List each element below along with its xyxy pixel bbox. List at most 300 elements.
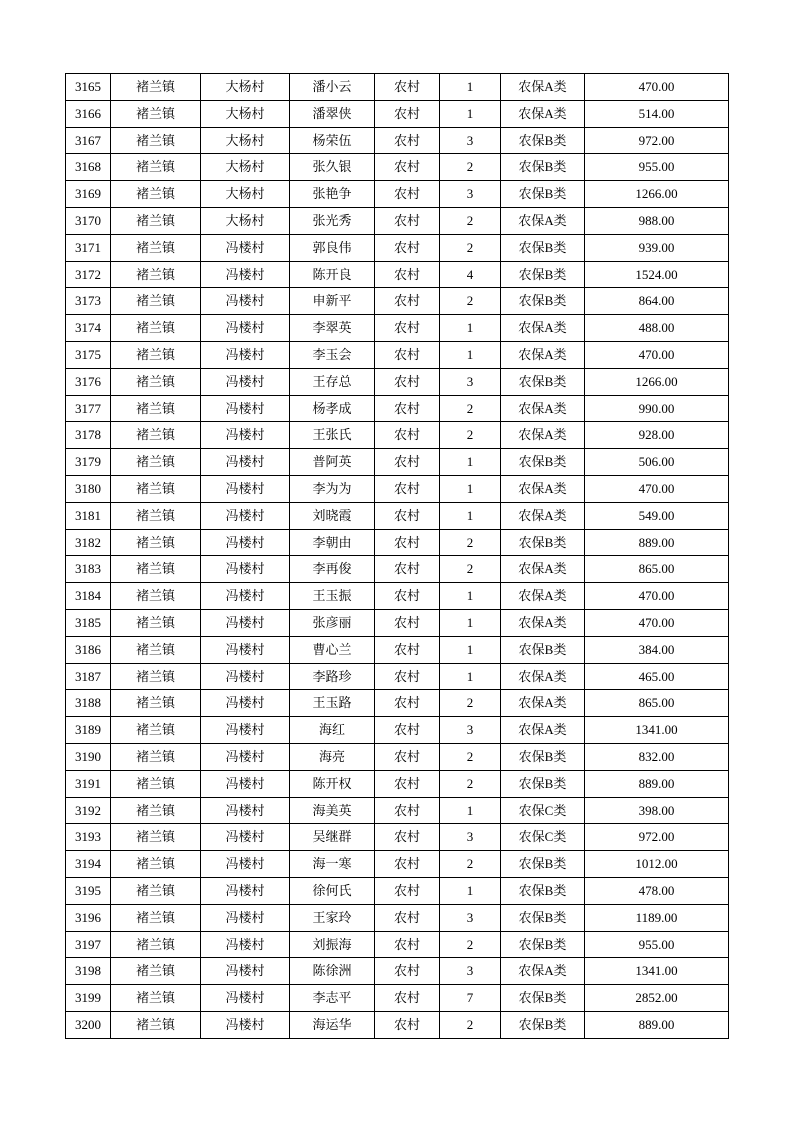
cell-category: 农保A类 — [501, 690, 585, 717]
cell-category: 农保A类 — [501, 422, 585, 449]
table-row — [66, 154, 729, 181]
cell-category: 农保B类 — [501, 636, 585, 663]
cell-serial: 3180 — [66, 475, 111, 502]
cell-residence: 农村 — [375, 958, 440, 985]
cell-amount: 2852.00 — [585, 985, 729, 1012]
cell-category: 农保A类 — [501, 502, 585, 529]
table-row — [66, 690, 729, 717]
cell-village: 冯楼村 — [201, 851, 290, 878]
cell-village: 冯楼村 — [201, 985, 290, 1012]
table-row — [66, 127, 729, 154]
cell-count: 2 — [440, 288, 501, 315]
cell-amount: 470.00 — [585, 475, 729, 502]
cell-name: 李路珍 — [290, 663, 375, 690]
cell-name: 陈开良 — [290, 261, 375, 288]
cell-category: 农保B类 — [501, 154, 585, 181]
cell-count: 1 — [440, 100, 501, 127]
cell-amount: 865.00 — [585, 690, 729, 717]
cell-name: 张艳争 — [290, 181, 375, 208]
cell-amount: 955.00 — [585, 154, 729, 181]
cell-serial: 3199 — [66, 985, 111, 1012]
table-row — [66, 288, 729, 315]
table-row — [66, 743, 729, 770]
table-row — [66, 985, 729, 1012]
cell-amount: 549.00 — [585, 502, 729, 529]
table-row — [66, 449, 729, 476]
cell-name: 李再俊 — [290, 556, 375, 583]
cell-count: 1 — [440, 663, 501, 690]
cell-residence: 农村 — [375, 422, 440, 449]
cell-count: 2 — [440, 207, 501, 234]
cell-residence: 农村 — [375, 931, 440, 958]
table-row — [66, 529, 729, 556]
table-row — [66, 770, 729, 797]
cell-village: 冯楼村 — [201, 609, 290, 636]
cell-town: 褚兰镇 — [111, 797, 201, 824]
cell-village: 冯楼村 — [201, 797, 290, 824]
cell-residence: 农村 — [375, 583, 440, 610]
cell-town: 褚兰镇 — [111, 234, 201, 261]
table-row — [66, 422, 729, 449]
cell-count: 2 — [440, 529, 501, 556]
cell-count: 3 — [440, 904, 501, 931]
table-row — [66, 207, 729, 234]
cell-name: 刘振海 — [290, 931, 375, 958]
cell-count: 3 — [440, 368, 501, 395]
cell-name: 李为为 — [290, 475, 375, 502]
cell-category: 农保A类 — [501, 475, 585, 502]
cell-town: 褚兰镇 — [111, 288, 201, 315]
cell-amount: 832.00 — [585, 743, 729, 770]
cell-count: 1 — [440, 609, 501, 636]
cell-town: 褚兰镇 — [111, 74, 201, 101]
cell-name: 李朝由 — [290, 529, 375, 556]
cell-category: 农保B类 — [501, 743, 585, 770]
cell-amount: 1012.00 — [585, 851, 729, 878]
cell-residence: 农村 — [375, 288, 440, 315]
cell-town: 褚兰镇 — [111, 931, 201, 958]
cell-name: 王张氏 — [290, 422, 375, 449]
cell-town: 褚兰镇 — [111, 1011, 201, 1038]
cell-residence: 农村 — [375, 904, 440, 931]
cell-residence: 农村 — [375, 100, 440, 127]
cell-serial: 3191 — [66, 770, 111, 797]
cell-category: 农保C类 — [501, 824, 585, 851]
cell-amount: 465.00 — [585, 663, 729, 690]
cell-village: 冯楼村 — [201, 743, 290, 770]
cell-category: 农保B类 — [501, 877, 585, 904]
cell-town: 褚兰镇 — [111, 824, 201, 851]
cell-name: 海一寒 — [290, 851, 375, 878]
cell-residence: 农村 — [375, 127, 440, 154]
cell-village: 冯楼村 — [201, 583, 290, 610]
cell-name: 吴继群 — [290, 824, 375, 851]
cell-town: 褚兰镇 — [111, 395, 201, 422]
table-row — [66, 583, 729, 610]
cell-village: 冯楼村 — [201, 931, 290, 958]
cell-residence: 农村 — [375, 74, 440, 101]
cell-count: 3 — [440, 127, 501, 154]
cell-residence: 农村 — [375, 985, 440, 1012]
cell-residence: 农村 — [375, 368, 440, 395]
cell-name: 王家玲 — [290, 904, 375, 931]
cell-town: 褚兰镇 — [111, 851, 201, 878]
cell-name: 陈徐洲 — [290, 958, 375, 985]
cell-category: 农保A类 — [501, 341, 585, 368]
cell-town: 褚兰镇 — [111, 770, 201, 797]
cell-category: 农保A类 — [501, 717, 585, 744]
cell-village: 大杨村 — [201, 100, 290, 127]
cell-serial: 3172 — [66, 261, 111, 288]
table-row — [66, 100, 729, 127]
welfare-roster-table — [65, 73, 729, 1039]
cell-amount: 1189.00 — [585, 904, 729, 931]
cell-amount: 889.00 — [585, 1011, 729, 1038]
cell-category: 农保A类 — [501, 556, 585, 583]
cell-village: 冯楼村 — [201, 958, 290, 985]
cell-town: 褚兰镇 — [111, 341, 201, 368]
cell-residence: 农村 — [375, 851, 440, 878]
cell-town: 褚兰镇 — [111, 717, 201, 744]
cell-village: 大杨村 — [201, 154, 290, 181]
cell-category: 农保A类 — [501, 74, 585, 101]
cell-category: 农保B类 — [501, 985, 585, 1012]
cell-amount: 865.00 — [585, 556, 729, 583]
cell-name: 张彦丽 — [290, 609, 375, 636]
cell-name: 海亮 — [290, 743, 375, 770]
cell-town: 褚兰镇 — [111, 127, 201, 154]
cell-serial: 3181 — [66, 502, 111, 529]
table-row — [66, 502, 729, 529]
cell-amount: 988.00 — [585, 207, 729, 234]
cell-category: 农保B类 — [501, 261, 585, 288]
cell-residence: 农村 — [375, 636, 440, 663]
table-row — [66, 797, 729, 824]
cell-town: 褚兰镇 — [111, 207, 201, 234]
cell-category: 农保B类 — [501, 770, 585, 797]
cell-category: 农保B类 — [501, 181, 585, 208]
cell-name: 王玉振 — [290, 583, 375, 610]
table-row — [66, 368, 729, 395]
cell-village: 冯楼村 — [201, 315, 290, 342]
cell-name: 潘小云 — [290, 74, 375, 101]
cell-village: 大杨村 — [201, 181, 290, 208]
cell-amount: 514.00 — [585, 100, 729, 127]
cell-serial: 3165 — [66, 74, 111, 101]
cell-residence: 农村 — [375, 315, 440, 342]
table-row — [66, 717, 729, 744]
cell-village: 冯楼村 — [201, 368, 290, 395]
cell-amount: 1341.00 — [585, 958, 729, 985]
cell-village: 冯楼村 — [201, 663, 290, 690]
cell-count: 1 — [440, 636, 501, 663]
cell-serial: 3168 — [66, 154, 111, 181]
cell-town: 褚兰镇 — [111, 181, 201, 208]
cell-category: 农保A类 — [501, 958, 585, 985]
cell-residence: 农村 — [375, 556, 440, 583]
cell-count: 2 — [440, 743, 501, 770]
table-row — [66, 931, 729, 958]
cell-town: 褚兰镇 — [111, 690, 201, 717]
cell-village: 冯楼村 — [201, 1011, 290, 1038]
cell-amount: 470.00 — [585, 583, 729, 610]
cell-category: 农保B类 — [501, 234, 585, 261]
cell-amount: 1266.00 — [585, 181, 729, 208]
table-row — [66, 181, 729, 208]
cell-serial: 3178 — [66, 422, 111, 449]
cell-serial: 3185 — [66, 609, 111, 636]
cell-residence: 农村 — [375, 502, 440, 529]
cell-residence: 农村 — [375, 824, 440, 851]
cell-village: 冯楼村 — [201, 824, 290, 851]
cell-amount: 972.00 — [585, 127, 729, 154]
cell-serial: 3179 — [66, 449, 111, 476]
cell-count: 2 — [440, 154, 501, 181]
cell-count: 2 — [440, 690, 501, 717]
cell-town: 褚兰镇 — [111, 100, 201, 127]
cell-residence: 农村 — [375, 154, 440, 181]
cell-serial: 3193 — [66, 824, 111, 851]
cell-amount: 889.00 — [585, 529, 729, 556]
cell-residence: 农村 — [375, 207, 440, 234]
cell-residence: 农村 — [375, 529, 440, 556]
cell-name: 李翠英 — [290, 315, 375, 342]
cell-residence: 农村 — [375, 475, 440, 502]
cell-amount: 1341.00 — [585, 717, 729, 744]
cell-amount: 1266.00 — [585, 368, 729, 395]
cell-count: 1 — [440, 315, 501, 342]
cell-count: 3 — [440, 717, 501, 744]
cell-count: 7 — [440, 985, 501, 1012]
cell-serial: 3176 — [66, 368, 111, 395]
cell-village: 冯楼村 — [201, 261, 290, 288]
cell-town: 褚兰镇 — [111, 475, 201, 502]
table-row — [66, 636, 729, 663]
welfare-roster-table-body — [66, 74, 729, 1039]
table-row — [66, 234, 729, 261]
table-row — [66, 958, 729, 985]
cell-category: 农保C类 — [501, 797, 585, 824]
cell-village: 大杨村 — [201, 127, 290, 154]
cell-serial: 3194 — [66, 851, 111, 878]
cell-category: 农保A类 — [501, 207, 585, 234]
cell-category: 农保B类 — [501, 851, 585, 878]
cell-village: 冯楼村 — [201, 422, 290, 449]
table-row — [66, 609, 729, 636]
cell-residence: 农村 — [375, 341, 440, 368]
cell-amount: 990.00 — [585, 395, 729, 422]
cell-village: 冯楼村 — [201, 288, 290, 315]
cell-village: 冯楼村 — [201, 529, 290, 556]
cell-name: 海运华 — [290, 1011, 375, 1038]
cell-count: 2 — [440, 1011, 501, 1038]
cell-amount: 398.00 — [585, 797, 729, 824]
cell-serial: 3196 — [66, 904, 111, 931]
cell-town: 褚兰镇 — [111, 985, 201, 1012]
cell-town: 褚兰镇 — [111, 663, 201, 690]
cell-residence: 农村 — [375, 663, 440, 690]
cell-category: 农保A类 — [501, 583, 585, 610]
cell-count: 1 — [440, 475, 501, 502]
cell-town: 褚兰镇 — [111, 877, 201, 904]
table-row — [66, 475, 729, 502]
cell-town: 褚兰镇 — [111, 904, 201, 931]
cell-count: 2 — [440, 395, 501, 422]
cell-serial: 3187 — [66, 663, 111, 690]
cell-serial: 3186 — [66, 636, 111, 663]
cell-town: 褚兰镇 — [111, 315, 201, 342]
cell-serial: 3198 — [66, 958, 111, 985]
cell-category: 农保B类 — [501, 931, 585, 958]
cell-count: 2 — [440, 556, 501, 583]
cell-name: 海红 — [290, 717, 375, 744]
cell-count: 3 — [440, 181, 501, 208]
cell-amount: 864.00 — [585, 288, 729, 315]
cell-amount: 939.00 — [585, 234, 729, 261]
cell-amount: 488.00 — [585, 315, 729, 342]
cell-residence: 农村 — [375, 717, 440, 744]
cell-village: 冯楼村 — [201, 877, 290, 904]
cell-serial: 3189 — [66, 717, 111, 744]
cell-count: 1 — [440, 74, 501, 101]
cell-count: 1 — [440, 583, 501, 610]
cell-name: 潘翠侠 — [290, 100, 375, 127]
cell-serial: 3182 — [66, 529, 111, 556]
table-row — [66, 1011, 729, 1038]
cell-serial: 3166 — [66, 100, 111, 127]
cell-residence: 农村 — [375, 609, 440, 636]
cell-serial: 3177 — [66, 395, 111, 422]
cell-residence: 农村 — [375, 234, 440, 261]
cell-town: 褚兰镇 — [111, 422, 201, 449]
table-row — [66, 851, 729, 878]
cell-name: 申新平 — [290, 288, 375, 315]
cell-name: 陈开权 — [290, 770, 375, 797]
cell-town: 褚兰镇 — [111, 609, 201, 636]
table-row — [66, 315, 729, 342]
cell-category: 农保B类 — [501, 904, 585, 931]
cell-name: 李志平 — [290, 985, 375, 1012]
cell-count: 1 — [440, 877, 501, 904]
cell-town: 褚兰镇 — [111, 261, 201, 288]
cell-category: 农保B类 — [501, 368, 585, 395]
cell-serial: 3190 — [66, 743, 111, 770]
cell-residence: 农村 — [375, 449, 440, 476]
cell-amount: 928.00 — [585, 422, 729, 449]
cell-amount: 384.00 — [585, 636, 729, 663]
cell-serial: 3195 — [66, 877, 111, 904]
cell-residence: 农村 — [375, 181, 440, 208]
cell-serial: 3174 — [66, 315, 111, 342]
cell-serial: 3200 — [66, 1011, 111, 1038]
cell-name: 徐何氏 — [290, 877, 375, 904]
cell-residence: 农村 — [375, 690, 440, 717]
table-row — [66, 904, 729, 931]
cell-count: 3 — [440, 824, 501, 851]
cell-name: 王玉路 — [290, 690, 375, 717]
cell-village: 大杨村 — [201, 207, 290, 234]
table-row — [66, 824, 729, 851]
cell-serial: 3183 — [66, 556, 111, 583]
cell-village: 冯楼村 — [201, 904, 290, 931]
cell-amount: 506.00 — [585, 449, 729, 476]
cell-category: 农保A类 — [501, 663, 585, 690]
cell-village: 大杨村 — [201, 74, 290, 101]
cell-amount: 889.00 — [585, 770, 729, 797]
table-row — [66, 261, 729, 288]
cell-count: 1 — [440, 341, 501, 368]
cell-count: 2 — [440, 422, 501, 449]
cell-amount: 470.00 — [585, 341, 729, 368]
cell-residence: 农村 — [375, 797, 440, 824]
cell-serial: 3192 — [66, 797, 111, 824]
cell-amount: 478.00 — [585, 877, 729, 904]
cell-name: 海美英 — [290, 797, 375, 824]
cell-town: 褚兰镇 — [111, 368, 201, 395]
cell-town: 褚兰镇 — [111, 449, 201, 476]
cell-serial: 3184 — [66, 583, 111, 610]
cell-count: 3 — [440, 958, 501, 985]
cell-town: 褚兰镇 — [111, 743, 201, 770]
cell-count: 2 — [440, 234, 501, 261]
cell-category: 农保B类 — [501, 449, 585, 476]
cell-village: 冯楼村 — [201, 502, 290, 529]
cell-village: 冯楼村 — [201, 449, 290, 476]
cell-name: 郭良伟 — [290, 234, 375, 261]
cell-count: 1 — [440, 502, 501, 529]
cell-count: 2 — [440, 851, 501, 878]
cell-serial: 3188 — [66, 690, 111, 717]
cell-village: 冯楼村 — [201, 395, 290, 422]
cell-category: 农保A类 — [501, 315, 585, 342]
cell-village: 冯楼村 — [201, 475, 290, 502]
cell-village: 冯楼村 — [201, 770, 290, 797]
cell-name: 王存总 — [290, 368, 375, 395]
cell-category: 农保A类 — [501, 609, 585, 636]
cell-category: 农保A类 — [501, 395, 585, 422]
table-row — [66, 663, 729, 690]
cell-amount: 972.00 — [585, 824, 729, 851]
cell-name: 刘晓霞 — [290, 502, 375, 529]
cell-serial: 3175 — [66, 341, 111, 368]
cell-category: 农保A类 — [501, 100, 585, 127]
cell-village: 冯楼村 — [201, 717, 290, 744]
cell-serial: 3171 — [66, 234, 111, 261]
cell-name: 李玉会 — [290, 341, 375, 368]
cell-count: 2 — [440, 770, 501, 797]
cell-town: 褚兰镇 — [111, 556, 201, 583]
cell-serial: 3169 — [66, 181, 111, 208]
table-row — [66, 877, 729, 904]
cell-count: 1 — [440, 449, 501, 476]
cell-town: 褚兰镇 — [111, 636, 201, 663]
cell-serial: 3197 — [66, 931, 111, 958]
table-row — [66, 74, 729, 101]
cell-name: 张光秀 — [290, 207, 375, 234]
cell-town: 褚兰镇 — [111, 529, 201, 556]
cell-residence: 农村 — [375, 1011, 440, 1038]
cell-serial: 3173 — [66, 288, 111, 315]
cell-category: 农保B类 — [501, 529, 585, 556]
cell-residence: 农村 — [375, 261, 440, 288]
cell-name: 普阿英 — [290, 449, 375, 476]
cell-count: 2 — [440, 931, 501, 958]
cell-name: 曹心兰 — [290, 636, 375, 663]
cell-category: 农保B类 — [501, 1011, 585, 1038]
cell-village: 冯楼村 — [201, 690, 290, 717]
cell-name: 张久银 — [290, 154, 375, 181]
cell-town: 褚兰镇 — [111, 154, 201, 181]
